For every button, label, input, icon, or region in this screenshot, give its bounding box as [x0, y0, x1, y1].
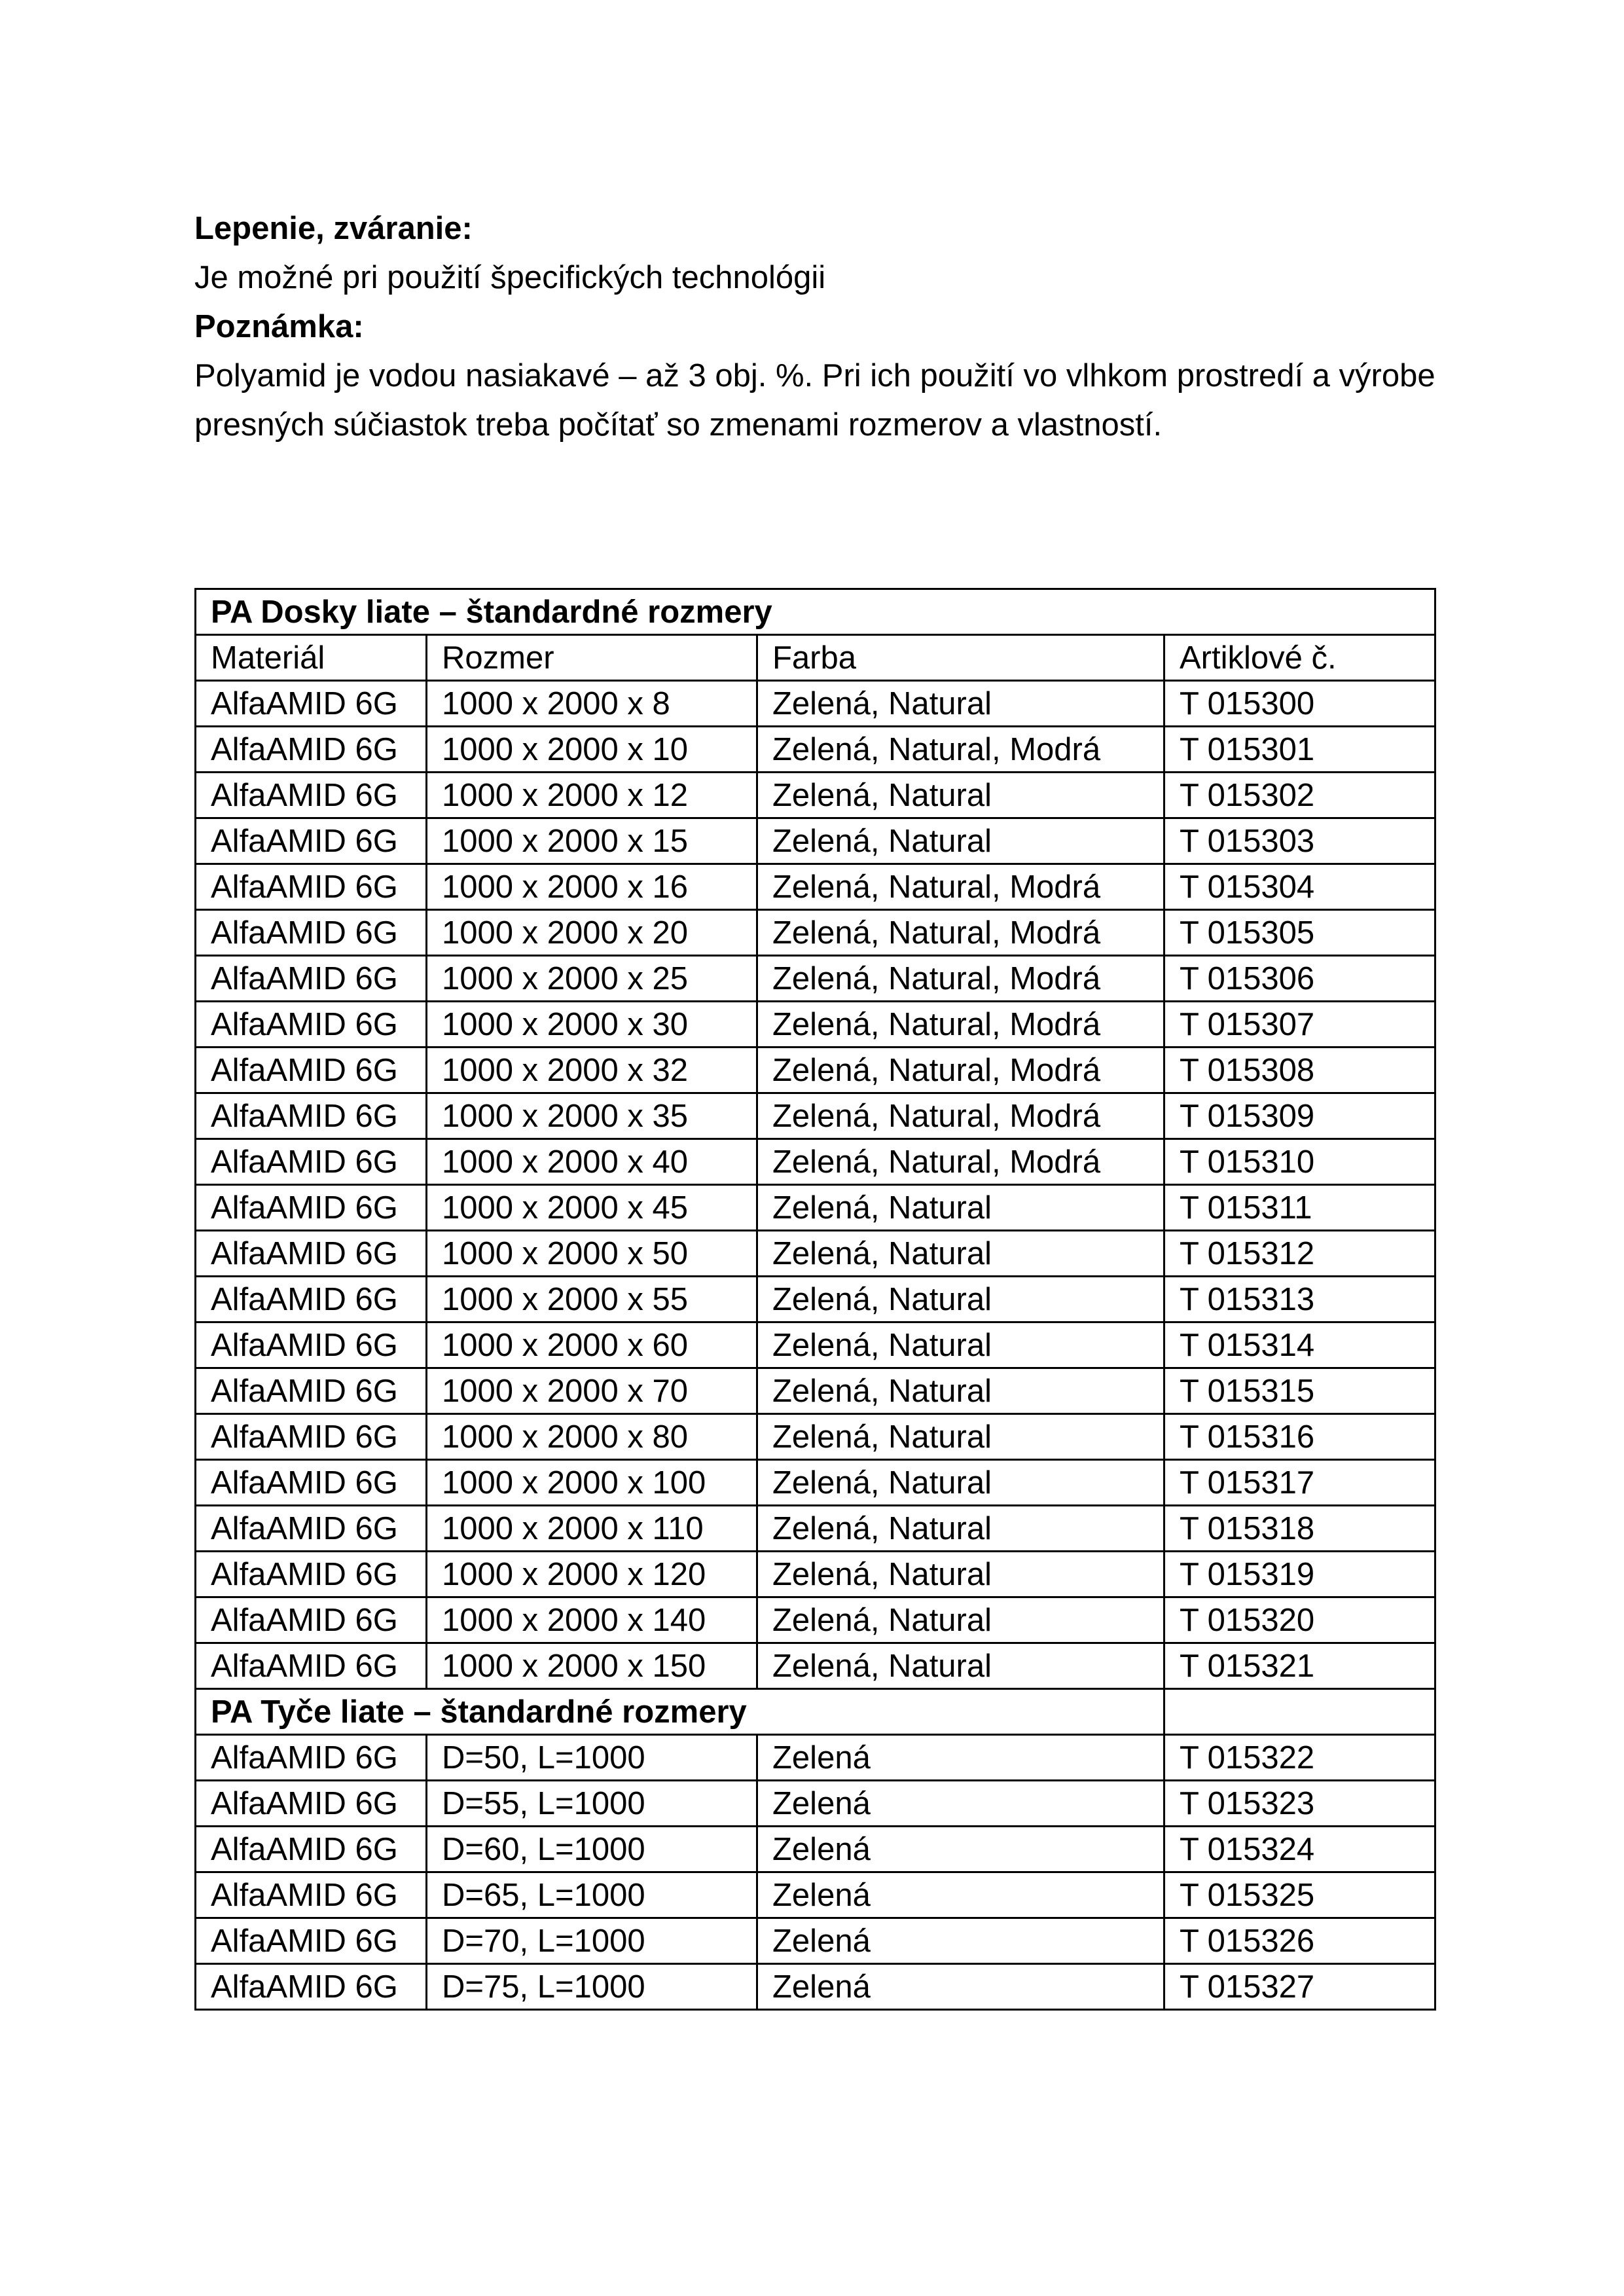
cell-article-number: T 015314: [1164, 1322, 1435, 1368]
cell-material: AlfaAMID 6G: [196, 727, 427, 773]
cell-article-number: T 015306: [1164, 956, 1435, 1002]
cell-dimension: 1000 x 2000 x 35: [427, 1093, 757, 1139]
cell-article-number: T 015302: [1164, 773, 1435, 818]
cell-article-number: T 015301: [1164, 727, 1435, 773]
cell-dimension: 1000 x 2000 x 140: [427, 1597, 757, 1643]
cell-dimension: 1000 x 2000 x 10: [427, 727, 757, 773]
cell-article-number: T 015313: [1164, 1277, 1435, 1322]
header-material: Materiál: [196, 635, 427, 681]
cell-material: AlfaAMID 6G: [196, 1964, 427, 2010]
stock-table: [194, 588, 1436, 2011]
cell-article-number: T 015325: [1164, 1872, 1435, 1918]
cell-color: Zelená, Natural, Modrá: [757, 1002, 1164, 1048]
cell-dimension: 1000 x 2000 x 16: [427, 864, 757, 910]
cell-article-number: T 015311: [1164, 1185, 1435, 1231]
cell-dimension: 1000 x 2000 x 15: [427, 818, 757, 864]
cell-material: AlfaAMID 6G: [196, 1735, 427, 1781]
cell-dimension: 1000 x 2000 x 60: [427, 1322, 757, 1368]
plate-row: [196, 727, 1435, 773]
cell-article-number: T 015326: [1164, 1918, 1435, 1964]
cell-color: Zelená, Natural: [757, 1277, 1164, 1322]
cell-article-number: T 015317: [1164, 1460, 1435, 1506]
plate-row: [196, 773, 1435, 818]
cell-color: Zelená, Natural: [757, 681, 1164, 727]
empty-cell: [1164, 1689, 1435, 1735]
rod-row: [196, 1964, 1435, 2010]
note-heading: Poznámka:: [194, 309, 364, 344]
note-text: Polyamid je vodou nasiakavé – až 3 obj. %. Pri ich použití vo vlhkom prostredí a výrobe presných súčiastok treba počítať so zmenami rozmerov a vlastností.: [194, 358, 1435, 443]
cell-article-number: T 015324: [1164, 1827, 1435, 1872]
header-color: Farba: [757, 635, 1164, 681]
plate-row: [196, 910, 1435, 956]
cell-dimension: 1000 x 2000 x 12: [427, 773, 757, 818]
plate-row: [196, 1093, 1435, 1139]
cell-article-number: T 015327: [1164, 1964, 1435, 2010]
cell-material: AlfaAMID 6G: [196, 1918, 427, 1964]
cell-color: Zelená, Natural, Modrá: [757, 727, 1164, 773]
cell-dimension: 1000 x 2000 x 120: [427, 1552, 757, 1597]
cell-dimension: 1000 x 2000 x 40: [427, 1139, 757, 1185]
cell-material: AlfaAMID 6G: [196, 1185, 427, 1231]
cell-article-number: T 015318: [1164, 1506, 1435, 1552]
cell-color: Zelená, Natural: [757, 1506, 1164, 1552]
cell-dimension: D=50, L=1000: [427, 1735, 757, 1781]
plate-row: [196, 1643, 1435, 1689]
cell-article-number: T 015315: [1164, 1368, 1435, 1414]
cell-color: Zelená, Natural, Modrá: [757, 910, 1164, 956]
cell-material: AlfaAMID 6G: [196, 818, 427, 864]
plate-row: [196, 681, 1435, 727]
cell-dimension: 1000 x 2000 x 150: [427, 1643, 757, 1689]
cell-color: Zelená, Natural: [757, 1231, 1164, 1277]
cell-article-number: T 015305: [1164, 910, 1435, 956]
cell-dimension: 1000 x 2000 x 45: [427, 1185, 757, 1231]
cell-material: AlfaAMID 6G: [196, 1872, 427, 1918]
bonding-text: Je možné pri použití špecifických technológii: [194, 260, 826, 295]
cell-article-number: T 015321: [1164, 1643, 1435, 1689]
cell-material: AlfaAMID 6G: [196, 1368, 427, 1414]
cell-material: AlfaAMID 6G: [196, 1093, 427, 1139]
cell-color: Zelená, Natural, Modrá: [757, 1139, 1164, 1185]
plate-row: [196, 1277, 1435, 1322]
cell-color: Zelená: [757, 1918, 1164, 1964]
plates-section-row: [196, 589, 1435, 635]
cell-material: AlfaAMID 6G: [196, 773, 427, 818]
cell-dimension: 1000 x 2000 x 25: [427, 956, 757, 1002]
cell-article-number: T 015316: [1164, 1414, 1435, 1460]
cell-material: AlfaAMID 6G: [196, 1781, 427, 1827]
cell-material: AlfaAMID 6G: [196, 910, 427, 956]
cell-material: AlfaAMID 6G: [196, 1414, 427, 1460]
cell-dimension: D=70, L=1000: [427, 1918, 757, 1964]
cell-dimension: 1000 x 2000 x 20: [427, 910, 757, 956]
cell-color: Zelená: [757, 1964, 1164, 2010]
cell-article-number: T 015312: [1164, 1231, 1435, 1277]
cell-color: Zelená: [757, 1781, 1164, 1827]
cell-dimension: D=65, L=1000: [427, 1872, 757, 1918]
cell-color: Zelená, Natural: [757, 1597, 1164, 1643]
cell-article-number: T 015319: [1164, 1552, 1435, 1597]
cell-article-number: T 015323: [1164, 1781, 1435, 1827]
plate-row: [196, 1185, 1435, 1231]
cell-dimension: 1000 x 2000 x 30: [427, 1002, 757, 1048]
cell-article-number: T 015307: [1164, 1002, 1435, 1048]
cell-material: AlfaAMID 6G: [196, 1827, 427, 1872]
plate-row: [196, 864, 1435, 910]
cell-article-number: T 015320: [1164, 1597, 1435, 1643]
cell-dimension: 1000 x 2000 x 8: [427, 681, 757, 727]
cell-color: Zelená, Natural: [757, 1643, 1164, 1689]
cell-material: AlfaAMID 6G: [196, 1643, 427, 1689]
plate-row: [196, 1460, 1435, 1506]
cell-color: Zelená, Natural, Modrá: [757, 1048, 1164, 1093]
cell-color: Zelená: [757, 1872, 1164, 1918]
cell-dimension: 1000 x 2000 x 55: [427, 1277, 757, 1322]
rod-row: [196, 1781, 1435, 1827]
cell-color: Zelená, Natural: [757, 773, 1164, 818]
plate-row: [196, 1002, 1435, 1048]
plates-section-title: PA Dosky liate – štandardné rozmery: [196, 589, 1435, 635]
cell-color: Zelená, Natural, Modrá: [757, 864, 1164, 910]
cell-material: AlfaAMID 6G: [196, 1277, 427, 1322]
cell-color: Zelená, Natural: [757, 818, 1164, 864]
cell-dimension: 1000 x 2000 x 50: [427, 1231, 757, 1277]
rods-section-row: [196, 1689, 1435, 1735]
cell-material: AlfaAMID 6G: [196, 1460, 427, 1506]
plate-row: [196, 956, 1435, 1002]
cell-color: Zelená, Natural, Modrá: [757, 1093, 1164, 1139]
cell-article-number: T 015322: [1164, 1735, 1435, 1781]
cell-article-number: T 015303: [1164, 818, 1435, 864]
header-article-number: Artiklové č.: [1164, 635, 1435, 681]
cell-dimension: 1000 x 2000 x 110: [427, 1506, 757, 1552]
cell-article-number: T 015304: [1164, 864, 1435, 910]
rod-row: [196, 1735, 1435, 1781]
stock-table-body: [196, 589, 1435, 2010]
cell-color: Zelená: [757, 1827, 1164, 1872]
cell-dimension: 1000 x 2000 x 70: [427, 1368, 757, 1414]
plate-row: [196, 1414, 1435, 1460]
cell-dimension: D=75, L=1000: [427, 1964, 757, 2010]
cell-material: AlfaAMID 6G: [196, 1506, 427, 1552]
plate-row: [196, 1552, 1435, 1597]
cell-article-number: T 015308: [1164, 1048, 1435, 1093]
plate-row: [196, 1368, 1435, 1414]
plate-row: [196, 1597, 1435, 1643]
header-row: [196, 635, 1435, 681]
cell-color: Zelená, Natural: [757, 1368, 1164, 1414]
cell-material: AlfaAMID 6G: [196, 1597, 427, 1643]
rod-row: [196, 1872, 1435, 1918]
cell-article-number: T 015309: [1164, 1093, 1435, 1139]
cell-color: Zelená, Natural: [757, 1414, 1164, 1460]
cell-material: AlfaAMID 6G: [196, 1231, 427, 1277]
cell-dimension: 1000 x 2000 x 32: [427, 1048, 757, 1093]
plate-row: [196, 818, 1435, 864]
cell-dimension: D=55, L=1000: [427, 1781, 757, 1827]
cell-dimension: 1000 x 2000 x 80: [427, 1414, 757, 1460]
cell-article-number: T 015300: [1164, 681, 1435, 727]
cell-color: Zelená, Natural: [757, 1552, 1164, 1597]
cell-color: Zelená, Natural: [757, 1322, 1164, 1368]
cell-dimension: 1000 x 2000 x 100: [427, 1460, 757, 1506]
plate-row: [196, 1231, 1435, 1277]
cell-material: AlfaAMID 6G: [196, 956, 427, 1002]
cell-material: AlfaAMID 6G: [196, 1002, 427, 1048]
cell-color: Zelená, Natural, Modrá: [757, 956, 1164, 1002]
plate-row: [196, 1322, 1435, 1368]
cell-material: AlfaAMID 6G: [196, 1139, 427, 1185]
header-dimension: Rozmer: [427, 635, 757, 681]
cell-material: AlfaAMID 6G: [196, 1322, 427, 1368]
plate-row: [196, 1048, 1435, 1093]
cell-material: AlfaAMID 6G: [196, 864, 427, 910]
cell-color: Zelená, Natural: [757, 1460, 1164, 1506]
cell-color: Zelená: [757, 1735, 1164, 1781]
intro-section: [194, 204, 1569, 450]
rod-row: [196, 1918, 1435, 1964]
plate-row: [196, 1506, 1435, 1552]
rods-section-title: PA Tyče liate – štandardné rozmery: [196, 1689, 1164, 1735]
cell-article-number: T 015310: [1164, 1139, 1435, 1185]
cell-dimension: D=60, L=1000: [427, 1827, 757, 1872]
plate-row: [196, 1139, 1435, 1185]
cell-material: AlfaAMID 6G: [196, 1048, 427, 1093]
bonding-heading: Lepenie, zváranie:: [194, 211, 473, 246]
cell-material: AlfaAMID 6G: [196, 1552, 427, 1597]
cell-color: Zelená, Natural: [757, 1185, 1164, 1231]
cell-material: AlfaAMID 6G: [196, 681, 427, 727]
rod-row: [196, 1827, 1435, 1872]
